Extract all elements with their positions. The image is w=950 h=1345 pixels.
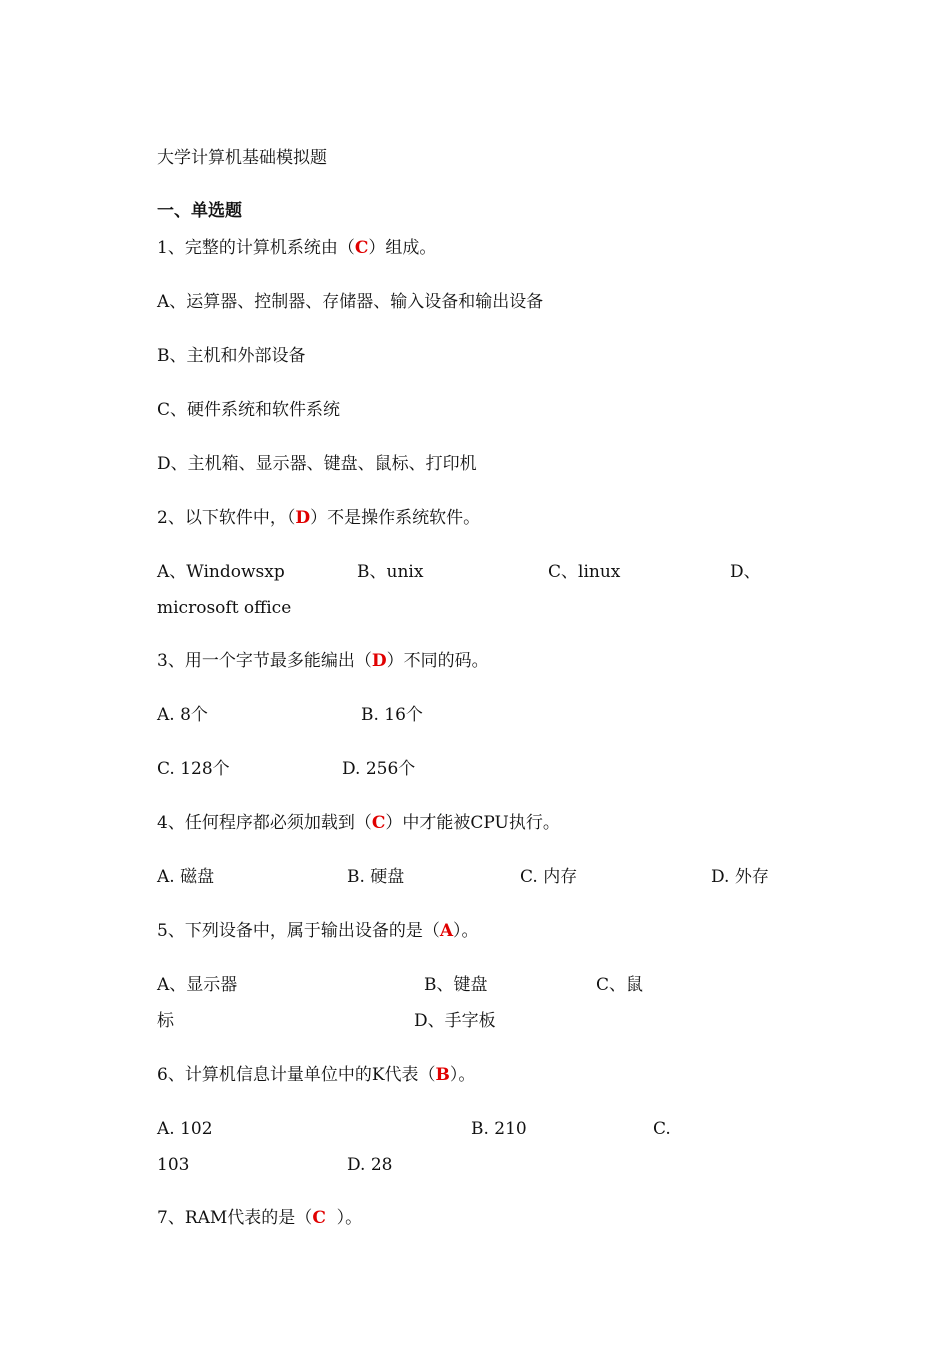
option-d: D、 <box>730 562 761 582</box>
option-c: C、鼠 <box>596 975 644 995</box>
question-text: 5、下列设备中，属于输出设备的是（ <box>157 921 440 941</box>
option-d: D. 外存 <box>711 867 769 887</box>
question-text-end: ）不同的码。 <box>386 651 489 671</box>
question-7 <box>157 1207 362 1229</box>
option-a: A. 8个 <box>157 705 208 725</box>
answer-mark: C <box>354 238 369 258</box>
option-a: A、Windowsxp <box>157 562 285 582</box>
option-b: B. 硬盘 <box>347 867 405 887</box>
option-b: B. 16个 <box>361 705 423 725</box>
question-5 <box>157 920 479 942</box>
option-c: C. 128个 <box>157 759 230 779</box>
document-title: 大学计算机基础模拟题 <box>157 148 327 168</box>
answer-mark: B <box>435 1065 450 1085</box>
option-d-continued: microsoft office <box>157 598 292 618</box>
question-text-end: ）中才能被CPU执行。 <box>385 813 560 833</box>
option-c-continued: 标 <box>157 1011 174 1031</box>
question-2 <box>157 507 480 529</box>
question-text-end: ）组成。 <box>368 238 437 258</box>
answer-mark: A <box>439 921 454 941</box>
question-1 <box>157 237 436 259</box>
question-text: 4、任何程序都必须加载到（ <box>157 813 372 833</box>
option-a: A、运算器、控制器、存储器、输入设备和输出设备 <box>157 292 544 312</box>
section-title: 一、单选题 <box>157 201 242 221</box>
option-b: B. 210 <box>471 1119 527 1139</box>
option-d: D、手字板 <box>414 1011 496 1031</box>
option-b: B、键盘 <box>424 975 488 995</box>
answer-mark: C <box>371 813 386 833</box>
answer-mark: D <box>371 651 387 671</box>
question-text-end: ）。 <box>325 1208 363 1228</box>
question-text-end: ）。 <box>449 1065 476 1085</box>
question-4 <box>157 812 560 834</box>
option-b: B、unix <box>357 562 424 582</box>
answer-mark: C <box>312 1208 326 1228</box>
option-c: C、linux <box>548 562 621 582</box>
option-a: A、显示器 <box>157 975 238 995</box>
question-text: 7、RAM代表的是（ <box>157 1208 313 1228</box>
option-c: C、硬件系统和软件系统 <box>157 400 341 420</box>
option-d: D. 256个 <box>342 759 416 779</box>
option-b: B、主机和外部设备 <box>157 346 306 366</box>
question-text: 6、计算机信息计量单位中的K代表（ <box>157 1065 436 1085</box>
question-text-end: ）不是操作系统软件。 <box>310 508 481 528</box>
question-text: 2、以下软件中，（ <box>157 508 296 528</box>
question-6 <box>157 1064 475 1086</box>
option-a: A. 102 <box>157 1119 213 1139</box>
question-text: 3、用一个字节最多能编出（ <box>157 651 372 671</box>
question-3 <box>157 650 489 672</box>
question-text-end: ）。 <box>453 921 479 941</box>
option-c: C. <box>653 1119 671 1139</box>
option-d: D. 28 <box>347 1155 393 1175</box>
option-a: A. 磁盘 <box>157 867 215 887</box>
option-d: D、主机箱、显示器、键盘、鼠标、打印机 <box>157 454 477 474</box>
option-c: C. 内存 <box>520 867 578 887</box>
question-text: 1、完整的计算机系统由（ <box>157 238 355 258</box>
option-c-continued: 103 <box>157 1155 190 1175</box>
answer-mark: D <box>295 508 311 528</box>
